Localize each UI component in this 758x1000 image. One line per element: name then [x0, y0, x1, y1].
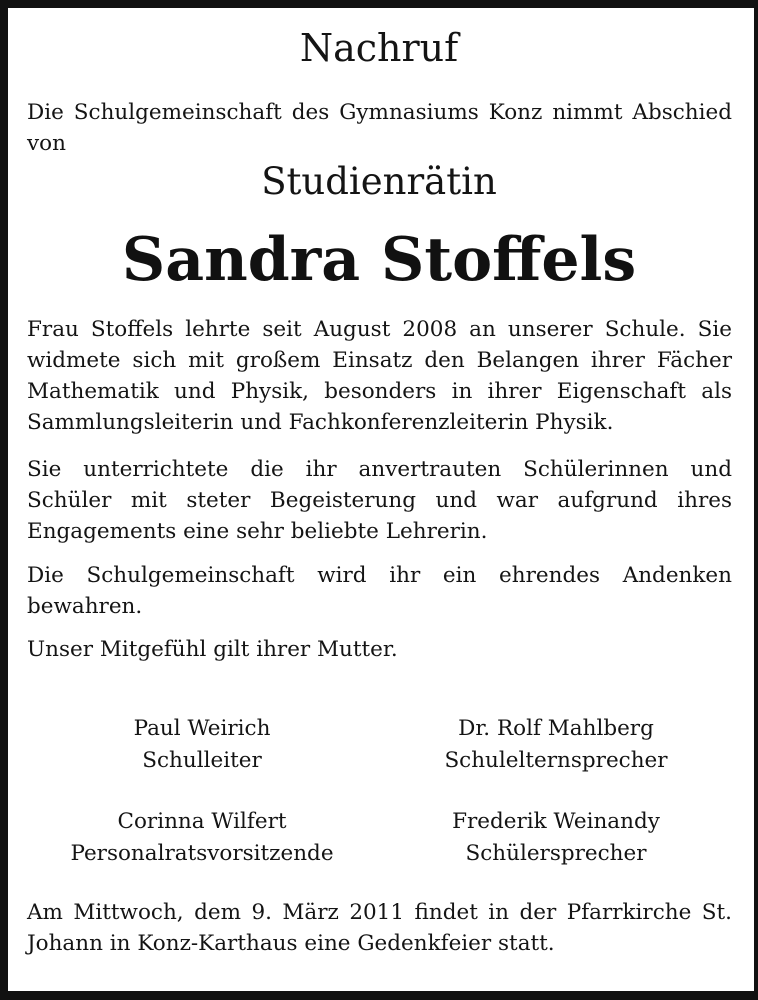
signatory-role: Schülersprecher	[465, 841, 647, 866]
signatory	[37, 713, 367, 777]
signatory-role: Schulelternsprecher	[444, 748, 668, 773]
signatory	[37, 806, 367, 870]
intro-text: Die Schulgemeinschaft des Gymnasiums Konz nimmt Abschied von	[27, 100, 732, 156]
signatory	[391, 806, 721, 870]
signatory-name: Frederik Weinandy	[452, 809, 660, 834]
signatory-role: Schulleiter	[142, 748, 262, 773]
notice-title: Nachruf	[299, 26, 459, 70]
memorial-announcement: Am Mittwoch, dem 9. März 2011 findet in der Pfarrkirche St. Johann in Konz-Karthaus eine Gedenkfeier statt.	[27, 900, 732, 956]
deceased-rank: Studienrätin	[261, 160, 497, 203]
signatory-role: Personalratsvorsitzende	[70, 841, 334, 866]
signatory-name: Paul Weirich	[133, 716, 271, 741]
signatory	[391, 713, 721, 777]
paragraph-condolence: Unser Mitgefühl gilt ihrer Mutter.	[27, 637, 398, 662]
signatory-name: Dr. Rolf Mahlberg	[458, 716, 654, 741]
paragraph-career: Frau Stoffels lehrte seit August 2008 an unserer Schule. Sie widmete sich mit großem Einsatz den Belangen ihrer Fächer Mathematik und Physik, besonders in ihrer Eigenschaft als Sammlungsleiterin und Fachkonferenzleiterin Physik.	[27, 317, 732, 435]
signatory-name: Corinna Wilfert	[117, 809, 287, 834]
paragraph-remembrance: Die Schulgemeinschaft wird ihr ein ehrendes Andenken bewahren.	[27, 563, 732, 619]
paragraph-teaching: Sie unterrichtete die ihr anvertrauten Schülerinnen und Schüler mit steter Begeisterung und war aufgrund ihres Engagements eine sehr beliebte Lehrerin.	[27, 457, 732, 544]
deceased-name: Sandra Stoffels	[121, 225, 637, 295]
